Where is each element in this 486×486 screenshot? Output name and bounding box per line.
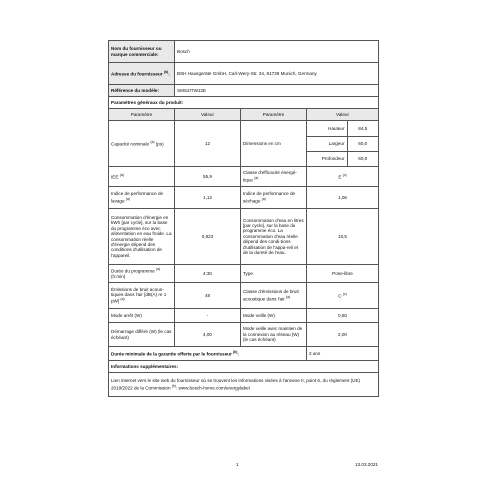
address-value: BSH Hausgeräte GmbH, Carl-Wery-Str. 34, 81739 Munich, Germany bbox=[175, 63, 379, 85]
guarantee-row bbox=[109, 347, 379, 361]
column-header-row bbox=[109, 109, 379, 121]
duration-sup: (a) bbox=[155, 267, 161, 272]
iee-label-cell bbox=[109, 167, 175, 187]
guarantee-label: Durée minimale de la garantie offerte par le fournisseur bbox=[111, 351, 232, 357]
noise-class-label-cell bbox=[241, 283, 307, 309]
energy-label-link: : www.bosch-home.com/energylabel bbox=[175, 385, 250, 391]
networked-standby-value: 2,00 bbox=[307, 323, 379, 347]
noise-row bbox=[109, 283, 379, 309]
energy-class-label: Classe d'efficacité énergé-tique bbox=[243, 170, 297, 183]
general-title: Paramètres généraux du produit: bbox=[109, 97, 379, 109]
dims-table bbox=[307, 121, 378, 166]
noise-class-value-sup: (c) bbox=[342, 292, 347, 297]
performance-row bbox=[109, 187, 379, 209]
depth-label: Profondeur bbox=[307, 151, 347, 166]
noise-unit: [dB(A) re 1 pW] bbox=[111, 292, 167, 304]
drying-value: 1,06 bbox=[307, 187, 379, 209]
capacity-label: Capacité nominale bbox=[111, 141, 150, 147]
energy-class-value: E bbox=[338, 174, 342, 180]
height-value: 84,5 bbox=[347, 121, 378, 136]
col-header-param-2: Paramètre bbox=[241, 109, 307, 121]
consumption-row bbox=[109, 209, 379, 265]
energy-class-label-cell bbox=[241, 167, 307, 187]
general-title-row bbox=[109, 97, 379, 109]
product-information-sheet bbox=[108, 40, 378, 397]
type-value: Pose-libre bbox=[307, 265, 379, 283]
capacity-value: 12 bbox=[175, 121, 241, 167]
dims-label: Dimensions en cm bbox=[241, 121, 307, 167]
supplier-label: Nom du fournisseur ou marque commerciale: bbox=[109, 41, 175, 63]
duration-label-cell bbox=[109, 265, 175, 283]
width-value: 60,0 bbox=[347, 136, 378, 151]
capacity-label-cell bbox=[109, 121, 175, 167]
energy-class-value-cell bbox=[307, 167, 379, 187]
capacity-sup: (a) bbox=[150, 140, 155, 145]
extra-text-sup: (b) bbox=[171, 383, 176, 388]
extra-text: Lien internet vers le site web du fournisseur où se trouvent les informations visées à l'annexe II, point 6, du règlement (UE) 2019/2022 de la Commission bbox=[111, 378, 361, 391]
cleaning-label: Indice de performance de lavage bbox=[111, 191, 164, 204]
iee-sup: (a) bbox=[119, 173, 124, 178]
power-mode-row bbox=[109, 309, 379, 323]
col-header-value-1: Valeur bbox=[175, 109, 241, 121]
guarantee-label-cell bbox=[109, 347, 307, 361]
off-mode-value: - bbox=[175, 309, 241, 323]
energy-consumption-value: 0,923 bbox=[175, 209, 241, 265]
depth-value: 60,0 bbox=[347, 151, 378, 166]
col-header-value-2: Valeur bbox=[307, 109, 379, 121]
energy-class-value-sup: (c) bbox=[342, 173, 347, 178]
extra-text-row bbox=[109, 373, 379, 397]
water-consumption-label: Consommation d'eau en litres [par cycle], sur la base du programme éco. La consommation d'eau réelle dépend des condi-tions d'utilisation de l'appa-reil et de la dureté de l'eau. bbox=[241, 209, 307, 265]
noise-class-value: C bbox=[338, 293, 342, 299]
address-label: Adresse du fournisseur bbox=[111, 71, 163, 77]
noise-label: Émissions de bruit acous-tiques dans l'air bbox=[111, 286, 164, 298]
networked-standby-label: Mode veille avec maintien de la connexion au réseau (W) (le cas échéant) bbox=[241, 323, 307, 347]
drying-sup: (a) bbox=[261, 196, 266, 201]
noise-class-value-cell bbox=[307, 283, 379, 309]
guarantee-tail: : bbox=[237, 351, 239, 357]
address-label-cell bbox=[109, 63, 175, 85]
iee-value: 55,9 bbox=[175, 167, 241, 187]
standby-value: 0,50 bbox=[307, 309, 379, 323]
extra-text-cell bbox=[109, 373, 379, 397]
duration-value: 4:30 bbox=[175, 265, 241, 283]
model-value: SMS2ITW12E bbox=[175, 85, 379, 97]
delay-start-label: Démarrage différé (W) (le cas échéant) bbox=[109, 323, 175, 347]
capacity-row bbox=[109, 121, 379, 167]
energy-class-sup: (a) bbox=[254, 175, 259, 180]
model-row bbox=[109, 85, 379, 97]
noise-sup: (a) bbox=[120, 297, 125, 302]
duration-label: Durée du programme bbox=[111, 268, 155, 274]
info-table bbox=[108, 40, 379, 397]
cleaning-sup: (a) bbox=[125, 196, 130, 201]
delay-start-value: 4,00 bbox=[175, 323, 241, 347]
capacity-unit: (ps) bbox=[155, 141, 164, 147]
footer-date: 13.03.2021 bbox=[355, 462, 378, 467]
extra-title: Informations supplémentaires: bbox=[109, 361, 379, 373]
guarantee-value: 2 ans bbox=[307, 347, 379, 361]
delay-row bbox=[109, 323, 379, 347]
page-number: 1 bbox=[236, 462, 239, 467]
drying-label-cell bbox=[241, 187, 307, 209]
guarantee-sup: (b) bbox=[233, 350, 238, 355]
noise-class-sup: (a) bbox=[286, 294, 291, 299]
iee-label: IEE bbox=[111, 174, 119, 180]
address-sup: (b) bbox=[163, 70, 169, 75]
dims-cell bbox=[307, 121, 379, 167]
supplier-row bbox=[109, 41, 379, 63]
width-label: Largeur bbox=[307, 136, 347, 151]
supplier-value: Bosch bbox=[175, 41, 379, 63]
cleaning-label-cell bbox=[109, 187, 175, 209]
cleaning-value: 1,12 bbox=[175, 187, 241, 209]
model-label: Référence du modèle: bbox=[109, 85, 175, 97]
address-tail: : bbox=[168, 71, 170, 77]
type-label: Type bbox=[241, 265, 307, 283]
off-mode-label: Mode arrêt (W) bbox=[109, 309, 175, 323]
address-row bbox=[109, 63, 379, 85]
height-label: Hauteur bbox=[307, 121, 347, 136]
noise-value: 48 bbox=[175, 283, 241, 309]
duration-unit: (h:min) bbox=[111, 274, 126, 280]
extra-title-row bbox=[109, 361, 379, 373]
drying-label: Indice de performance de séchage bbox=[243, 191, 296, 204]
iee-row bbox=[109, 167, 379, 187]
col-header-param-1: Paramètre bbox=[109, 109, 175, 121]
standby-label: Mode veille (W) bbox=[241, 309, 307, 323]
water-consumption-value: 10,5 bbox=[307, 209, 379, 265]
noise-class-label: Classe d'émissions de bruit acoustique dans l'air bbox=[243, 289, 299, 302]
energy-consumption-label: Consommation d'énergie en kWh [par cycle], sur la base du programme éco avec alimentation en eau froide. La consommation réelle d'énergie dépend des conditions d'utilisation de l'appareil. bbox=[109, 209, 175, 265]
noise-label-cell bbox=[109, 283, 175, 309]
duration-row bbox=[109, 265, 379, 283]
